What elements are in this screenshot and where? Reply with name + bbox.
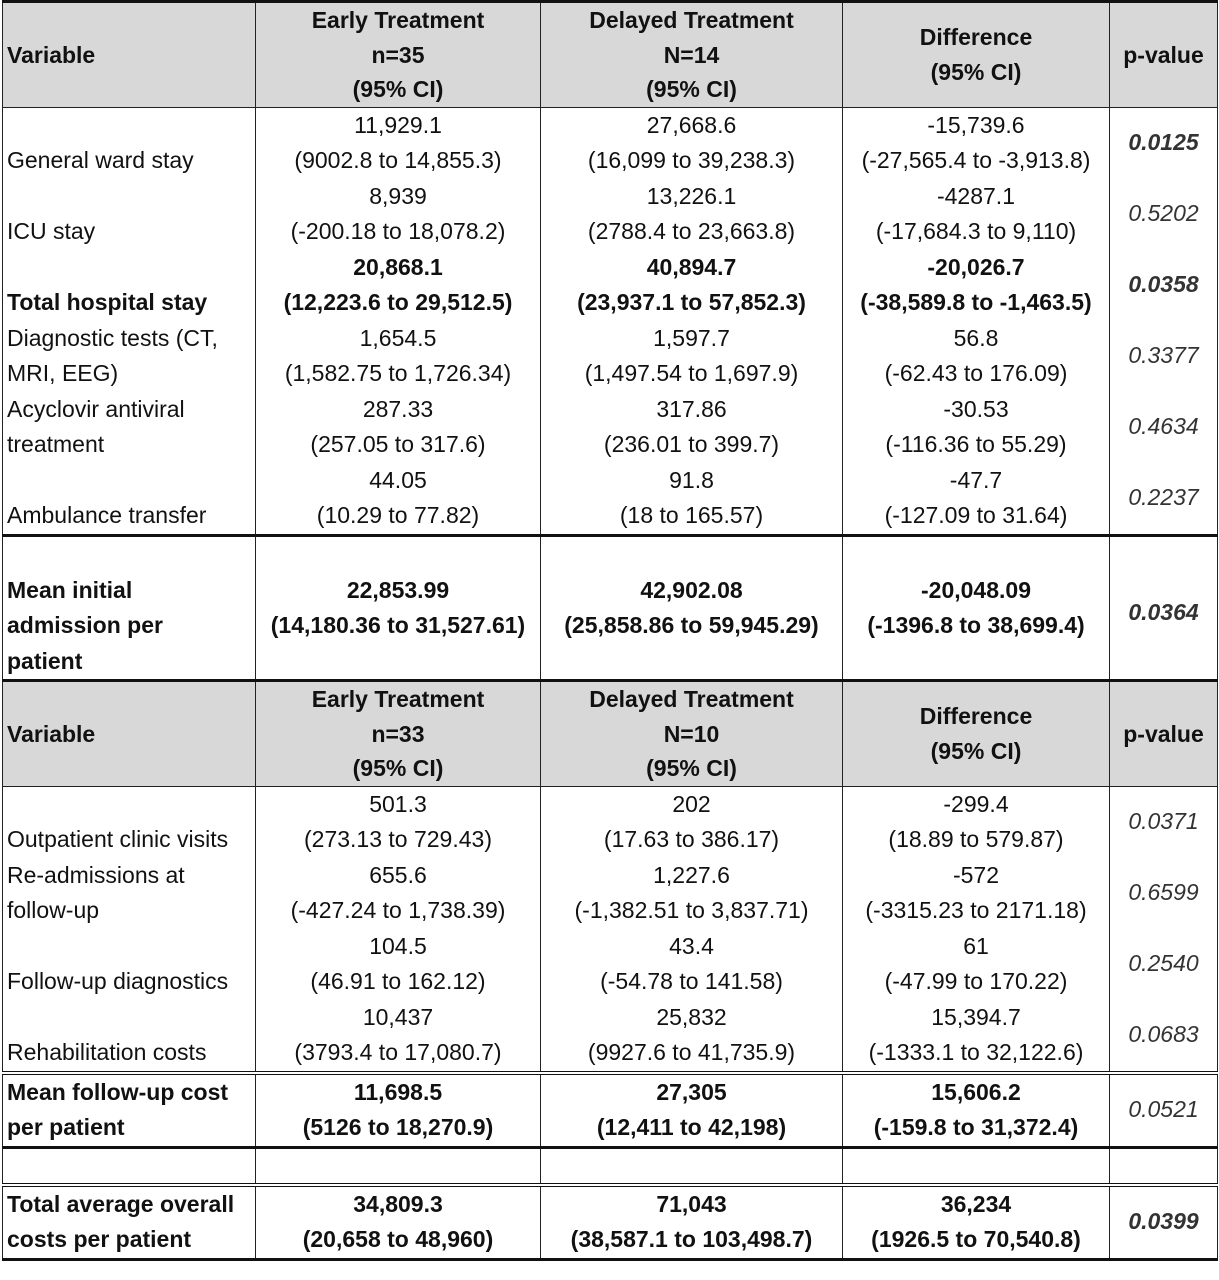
difference-value: 15,394.7 (-1333.1 to 32,122.6) [843,1000,1110,1073]
row-label: Acyclovir antiviral treatment [3,392,256,463]
header-delayed-treatment: Delayed Treatment N=10 (95% CI) [541,681,843,787]
p-value: 0.0358 [1110,250,1218,321]
difference-value: -47.7 (-127.09 to 31.64) [843,463,1110,536]
p-value: 0.0399 [1110,1185,1218,1260]
delayed-value: 25,832 (9927.6 to 41,735.9) [541,1000,843,1073]
delayed-value: 27,305 (12,411 to 42,198) [541,1073,843,1148]
row-label: Ambulance transfer [3,463,256,536]
early-value: 1,654.5 (1,582.75 to 1,726.34) [256,321,541,392]
row-label: Rehabilitation costs [3,1000,256,1073]
total-overall-costs-row [3,1185,1218,1260]
p-value: 0.5202 [1110,179,1218,250]
difference-value: -20,048.09 (-1396.8 to 38,699.4) [843,535,1110,681]
delayed-value: 91.8 (18 to 165.57) [541,463,843,536]
row-label: Total hospital stay [3,250,256,321]
delayed-value: 40,894.7 (23,937.1 to 57,852.3) [541,250,843,321]
early-value: 501.3 (273.13 to 729.43) [256,786,541,858]
header-difference: Difference (95% CI) [843,681,1110,787]
early-value: 11,929.1 (9002.8 to 14,855.3) [256,108,541,179]
early-value: 655.6 (-427.24 to 1,738.39) [256,858,541,929]
difference-value: -299.4 (18.89 to 579.87) [843,786,1110,858]
p-value: 0.0683 [1110,1000,1218,1073]
header-difference: Difference (95% CI) [843,2,1110,108]
delayed-value: 27,668.6 (16,099 to 39,238.3) [541,108,843,179]
p-value: 0.2540 [1110,929,1218,1000]
difference-value: -30.53 (-116.36 to 55.29) [843,392,1110,463]
p-value: 0.4634 [1110,392,1218,463]
header-p-value: p-value [1110,2,1218,108]
delayed-value: 1,227.6 (-1,382.51 to 3,837.71) [541,858,843,929]
spacer-row [3,1147,1218,1185]
p-value: 0.0364 [1110,535,1218,681]
mean-initial-admission-row [3,535,1218,681]
table-row [3,250,1218,321]
early-value: 20,868.1 (12,223.6 to 29,512.5) [256,250,541,321]
delayed-value: 43.4 (-54.78 to 141.58) [541,929,843,1000]
table-row [3,929,1218,1000]
header-variable: Variable [3,2,256,108]
difference-value: -572 (-3315.23 to 2171.18) [843,858,1110,929]
table-row [3,108,1218,179]
early-value: 287.33 (257.05 to 317.6) [256,392,541,463]
row-label: General ward stay [3,108,256,179]
difference-value: 36,234 (1926.5 to 70,540.8) [843,1185,1110,1260]
row-label: Re-admissions at follow-up [3,858,256,929]
table-row [3,463,1218,536]
p-value: 0.2237 [1110,463,1218,536]
row-label: Mean follow-up cost per patient [3,1073,256,1148]
early-value: 44.05 (10.29 to 77.82) [256,463,541,536]
table-row [3,392,1218,463]
difference-value: -15,739.6 (-27,565.4 to -3,913.8) [843,108,1110,179]
delayed-value: 202 (17.63 to 386.17) [541,786,843,858]
delayed-value: 71,043 (38,587.1 to 103,498.7) [541,1185,843,1260]
header-variable: Variable [3,681,256,787]
row-label: Total average overall costs per patient [3,1185,256,1260]
table-row [3,321,1218,392]
table-row [3,858,1218,929]
difference-value: 56.8 (-62.43 to 176.09) [843,321,1110,392]
difference-value: 61 (-47.99 to 170.22) [843,929,1110,1000]
delayed-value: 317.86 (236.01 to 399.7) [541,392,843,463]
delayed-value: 13,226.1 (2788.4 to 23,663.8) [541,179,843,250]
row-label: Follow-up diagnostics [3,929,256,1000]
early-value: 22,853.99 (14,180.36 to 31,527.61) [256,535,541,681]
early-value: 11,698.5 (5126 to 18,270.9) [256,1073,541,1148]
table-row [3,786,1218,858]
p-value: 0.0521 [1110,1073,1218,1148]
difference-value: -4287.1 (-17,684.3 to 9,110) [843,179,1110,250]
row-label: Outpatient clinic visits [3,786,256,858]
row-label: Diagnostic tests (CT, MRI, EEG) [3,321,256,392]
difference-value: 15,606.2 (-159.8 to 31,372.4) [843,1073,1110,1148]
mean-follow-up-cost-row [3,1073,1218,1148]
early-value: 10,437 (3793.4 to 17,080.7) [256,1000,541,1073]
row-label: ICU stay [3,179,256,250]
p-value: 0.0125 [1110,108,1218,179]
table-row [3,179,1218,250]
early-value: 104.5 (46.91 to 162.12) [256,929,541,1000]
header-early-treatment: Early Treatment n=35 (95% CI) [256,2,541,108]
delayed-value: 42,902.08 (25,858.86 to 59,945.29) [541,535,843,681]
cost-comparison-table [2,0,1218,1261]
delayed-value: 1,597.7 (1,497.54 to 1,697.9) [541,321,843,392]
difference-value: -20,026.7 (-38,589.8 to -1,463.5) [843,250,1110,321]
p-value: 0.3377 [1110,321,1218,392]
section2-header-row [3,681,1218,787]
table-row [3,1000,1218,1073]
p-value: 0.6599 [1110,858,1218,929]
early-value: 34,809.3 (20,658 to 48,960) [256,1185,541,1260]
row-label: Mean initial admission per patient [3,535,256,681]
early-value: 8,939 (-200.18 to 18,078.2) [256,179,541,250]
header-p-value: p-value [1110,681,1218,787]
header-delayed-treatment: Delayed Treatment N=14 (95% CI) [541,2,843,108]
p-value: 0.0371 [1110,786,1218,858]
header-early-treatment: Early Treatment n=33 (95% CI) [256,681,541,787]
section1-header-row [3,2,1218,108]
